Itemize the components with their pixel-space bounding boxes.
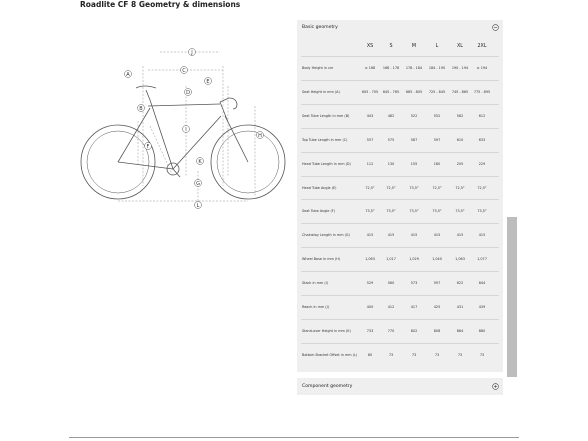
component-geometry-panel[interactable]	[297, 378, 503, 395]
table-cell: 612	[478, 113, 486, 118]
table-row	[297, 352, 503, 361]
table-cell: ≥ 194	[476, 66, 488, 70]
table-cell: 72,5°	[365, 185, 375, 190]
table-row	[297, 113, 503, 122]
table-cell: 73	[411, 352, 417, 357]
dimension-label-e	[205, 78, 212, 85]
table-cell: 112	[366, 161, 374, 166]
table-cell: 73,5°	[455, 209, 465, 214]
table-cell: 575	[387, 137, 395, 142]
row-label: Wheel Base in mm (H)	[302, 257, 341, 262]
row-divider	[301, 199, 499, 200]
dimension-label-d	[185, 89, 192, 96]
table-cell: 229	[478, 161, 486, 166]
table-row	[297, 328, 503, 337]
table-cell: 73	[479, 352, 485, 357]
table-cell: 775 - 895	[473, 89, 491, 94]
row-divider	[301, 271, 499, 272]
table-cell: 733	[366, 328, 374, 333]
size-header: XS	[366, 44, 374, 49]
dimension-label-g	[195, 180, 202, 187]
table-cell: 155	[410, 161, 418, 166]
row-label: Body Height in cm	[302, 66, 334, 70]
svg-text:C: C	[182, 67, 186, 74]
bottom-divider	[69, 437, 519, 438]
table-cell: 73,5°	[477, 209, 487, 214]
table-cell: 482	[387, 113, 395, 118]
svg-text:E: E	[206, 78, 210, 85]
row-divider	[301, 319, 499, 320]
table-cell: 610	[456, 137, 464, 142]
row-divider	[301, 152, 499, 153]
row-divider	[301, 295, 499, 296]
table-cell: 685 - 805	[405, 89, 423, 94]
table-cell: 60	[367, 352, 373, 357]
row-label: Seat Height in mm (A)	[302, 89, 340, 94]
table-cell: 425	[433, 305, 441, 309]
table-cell: 644	[478, 281, 486, 286]
dimension-label-b	[138, 105, 145, 112]
page-title: Roadlite CF 8 Geometry & dimensions	[80, 0, 241, 9]
table-cell: 582	[456, 113, 464, 118]
row-divider	[301, 104, 499, 105]
table-cell: 73,5°	[386, 209, 396, 214]
table-cell: 412	[387, 305, 395, 309]
size-header: M	[411, 44, 417, 49]
table-cell: 73	[457, 352, 463, 357]
svg-text:F: F	[146, 143, 150, 150]
table-cell: 205	[456, 161, 464, 166]
row-divider	[301, 247, 499, 248]
table-cell: 72,5°	[455, 185, 465, 190]
table-cell: 72,5°	[477, 185, 487, 190]
component-geometry-title: Component geometry	[302, 384, 353, 389]
basic-geometry-header[interactable]	[297, 20, 503, 36]
row-label: Head Tube Length in mm (D)	[302, 161, 351, 166]
table-row	[297, 65, 503, 74]
table-cell: 557	[366, 137, 374, 142]
scrollbar[interactable]	[507, 217, 517, 377]
row-label: Top Tube Length in mm (C)	[302, 137, 348, 142]
row-divider	[301, 176, 499, 177]
table-cell: 443	[366, 113, 374, 118]
size-header-row	[297, 44, 503, 52]
table-cell: 415	[433, 233, 441, 238]
table-cell: 597	[433, 137, 441, 142]
table-cell: 605 - 705	[361, 89, 379, 94]
table-cell: 415	[387, 233, 395, 238]
row-label: Stack in mm (I)	[302, 281, 328, 286]
table-cell: 880	[478, 328, 486, 333]
table-cell: 1,063	[365, 257, 375, 262]
size-header: XL	[457, 44, 463, 49]
basic-geometry-panel	[297, 20, 503, 372]
dimension-label-k	[197, 158, 204, 165]
table-cell: 73	[388, 352, 394, 357]
row-label: Seat Tube Length in mm (B)	[302, 113, 350, 118]
table-row	[297, 280, 503, 289]
table-cell: 552	[433, 113, 441, 118]
dimension-label-l	[195, 202, 202, 209]
svg-text:D: D	[186, 89, 190, 96]
table-cell: 622	[456, 281, 464, 286]
row-divider	[301, 343, 499, 344]
table-cell: 587	[410, 137, 418, 142]
table-cell: 417	[410, 305, 418, 309]
table-cell: 180	[433, 161, 441, 166]
row-label: Stand-over Height in mm (K)	[302, 328, 351, 333]
table-cell: 573	[410, 281, 418, 286]
table-cell: 415	[478, 233, 486, 238]
svg-text:J: J	[191, 49, 193, 56]
table-cell: 802	[410, 328, 418, 333]
table-cell: 522	[410, 113, 418, 118]
row-label: Chainstay Length in mm (G)	[302, 233, 350, 238]
table-cell: 72,5°	[432, 185, 442, 190]
row-label: Bottom Bracket Offset in mm (L)	[302, 352, 358, 357]
svg-text:L: L	[196, 202, 200, 209]
table-cell: 130	[387, 161, 395, 166]
table-cell: 864	[456, 328, 464, 333]
table-cell: 560	[387, 281, 395, 286]
table-cell: 597	[433, 281, 441, 286]
table-cell: 73,5°	[409, 209, 419, 214]
table-row	[297, 185, 503, 194]
table-cell: 415	[366, 233, 374, 238]
svg-text:B: B	[139, 105, 143, 112]
svg-text:A: A	[126, 71, 130, 78]
table-cell: 633	[478, 137, 486, 142]
table-cell: 1,063	[455, 257, 465, 262]
table-cell: 725 - 845	[428, 89, 446, 94]
table-cell: 73	[434, 352, 440, 357]
circle-minus-icon[interactable]	[492, 24, 499, 31]
table-cell: 73,5°	[432, 209, 442, 214]
row-divider	[301, 223, 499, 224]
row-label: Seat Tube Angle (F)	[302, 209, 336, 214]
table-cell: 190 - 194	[451, 66, 469, 70]
row-divider	[301, 128, 499, 129]
table-cell: 770	[387, 328, 395, 333]
table-cell: 439	[478, 305, 486, 309]
row-divider	[301, 56, 499, 57]
table-cell: 184 - 190	[428, 66, 446, 70]
table-row	[297, 137, 503, 146]
size-header: S	[389, 44, 393, 49]
svg-text:I: I	[185, 126, 187, 133]
svg-text:K: K	[198, 158, 202, 165]
table-cell: 73,5°	[409, 185, 419, 190]
table-cell: ≤ 168	[364, 66, 376, 70]
table-cell: 808	[433, 328, 441, 333]
table-cell: 1,077	[477, 257, 487, 262]
dimension-label-f	[145, 143, 152, 150]
dimension-label-j	[189, 49, 196, 56]
table-cell: 168 - 178	[382, 66, 400, 70]
table-cell: 431	[456, 305, 464, 309]
row-label: Reach in mm (J)	[302, 305, 329, 309]
svg-text:H: H	[258, 132, 262, 139]
table-row	[297, 232, 503, 241]
bike-geometry-diagram	[78, 26, 286, 216]
table-cell: 1,017	[386, 257, 396, 262]
table-cell: 73,5°	[365, 209, 375, 214]
table-cell: 1,029	[409, 257, 419, 262]
table-cell: 415	[456, 233, 464, 238]
table-cell: 72,5°	[386, 185, 396, 190]
table-row	[297, 89, 503, 98]
table-cell: 400	[366, 305, 374, 309]
table-row	[297, 161, 503, 170]
dimension-label-a	[125, 71, 132, 78]
table-row	[297, 304, 503, 313]
table-cell: 745 - 865	[451, 89, 469, 94]
dimension-label-c	[181, 67, 188, 74]
size-header: L	[435, 44, 439, 49]
table-row	[297, 208, 503, 217]
table-cell: 529	[366, 281, 374, 286]
size-header: 2XL	[477, 44, 487, 49]
table-cell: 645 - 765	[382, 89, 400, 94]
svg-text:G: G	[196, 180, 200, 187]
table-cell: 415	[410, 233, 418, 238]
basic-geometry-title: Basic geometry	[302, 25, 338, 30]
dimension-label-i	[183, 126, 190, 133]
table-row	[297, 256, 503, 265]
table-cell: 1,040	[432, 257, 442, 262]
table-cell: 178 - 184	[405, 66, 423, 70]
circle-plus-icon[interactable]	[492, 383, 499, 390]
row-divider	[301, 80, 499, 81]
dimension-label-h	[257, 132, 264, 139]
row-label: Head Tube Angle (E)	[302, 185, 337, 190]
